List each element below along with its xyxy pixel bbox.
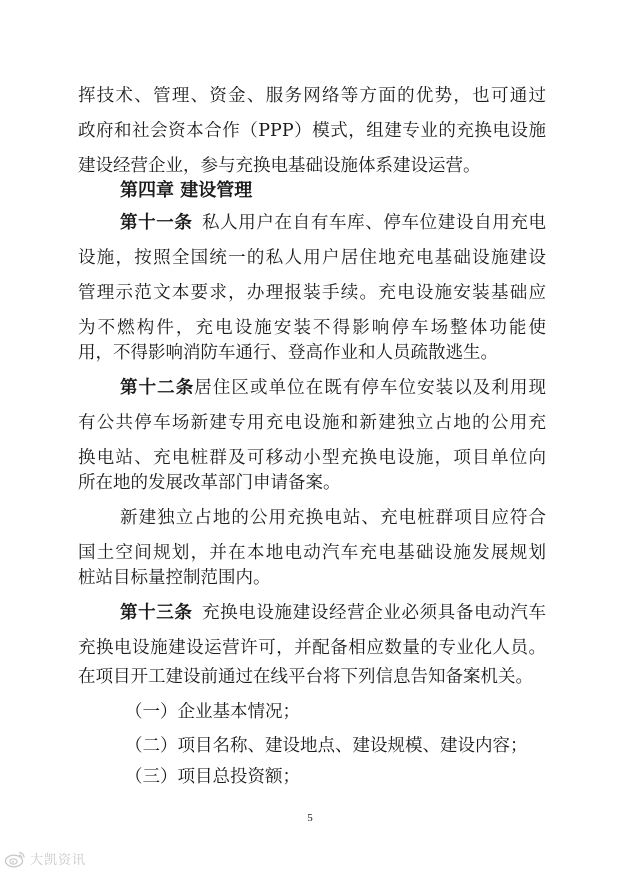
article-first-line — [120, 211, 546, 235]
paragraph-line: 用，不得影响消防车通行、登高作业和人员疏散逃生。 — [78, 343, 498, 363]
paragraph-line: 建设经营企业，参与充换电基础设施体系建设运营。 — [78, 156, 481, 176]
paragraph-line: 管理示范文本要求，办理报装手续。充电设施安装基础应 — [78, 283, 546, 303]
paragraph-line: 所在地的发展改革部门申请备案。 — [78, 473, 341, 493]
list-item: （二）项目名称、建设地点、建设规模、建设内容； — [125, 736, 528, 756]
paragraph-line: 桩站目标量控制范围内。 — [78, 568, 271, 588]
paragraph-line: 国土空间规划，并在本地电动汽车充电基础设施发展规划 — [78, 543, 546, 563]
list-item: （三）项目总投资额； — [125, 767, 300, 787]
article-text: 充换电设施建设经营企业必须具备电动汽车 — [201, 603, 547, 623]
paragraph-line: 在项目开工建设前通过在线平台将下列信息告知备案机关。 — [78, 667, 533, 687]
article-label: 第十三条 — [120, 603, 193, 623]
page-number: 5 — [307, 812, 313, 824]
paragraph-line: 充换电设施建设运营许可，并配备相应数量的专业化人员。 — [78, 638, 546, 658]
paragraph-line: 换电站、充电桩群及可移动小型充换电设施，项目单位向 — [78, 448, 546, 468]
article-first-line — [120, 376, 546, 400]
article-text: 居住区或单位在既有停车位安装以及利用现 — [194, 378, 547, 398]
weibo-logo-icon — [4, 850, 26, 872]
paragraph-line: 政府和社会资本合作（PPP）模式，组建专业的充换电设施 — [78, 121, 546, 141]
chapter-heading: 第四章 建设管理 — [120, 180, 253, 201]
article-label: 第十二条 — [120, 378, 195, 398]
paragraph-line: 为不燃构件，充电设施安装不得影响停车场整体功能使 — [78, 318, 546, 338]
list-item: （一）企业基本情况； — [125, 702, 300, 722]
paragraph-line: 有公共停车场新建专用充电设施和新建独立占地的公用充 — [78, 413, 546, 433]
article-text: 私人用户在自有车库、停车位建设自用充电 — [201, 213, 547, 233]
watermark-text: 大凯资讯 — [30, 853, 87, 868]
paragraph-line: 新建独立占地的公用充换电站、充电桩群项目应符合 — [120, 508, 546, 528]
paragraph-line: 设施，按照全国统一的私人用户居住地充电基础设施建设 — [78, 248, 546, 268]
watermark — [4, 851, 86, 871]
article-first-line — [120, 601, 546, 625]
paragraph-line: 挥技术、管理、资金、服务网络等方面的优势，也可通过 — [78, 86, 546, 106]
article-label: 第十一条 — [120, 213, 193, 233]
